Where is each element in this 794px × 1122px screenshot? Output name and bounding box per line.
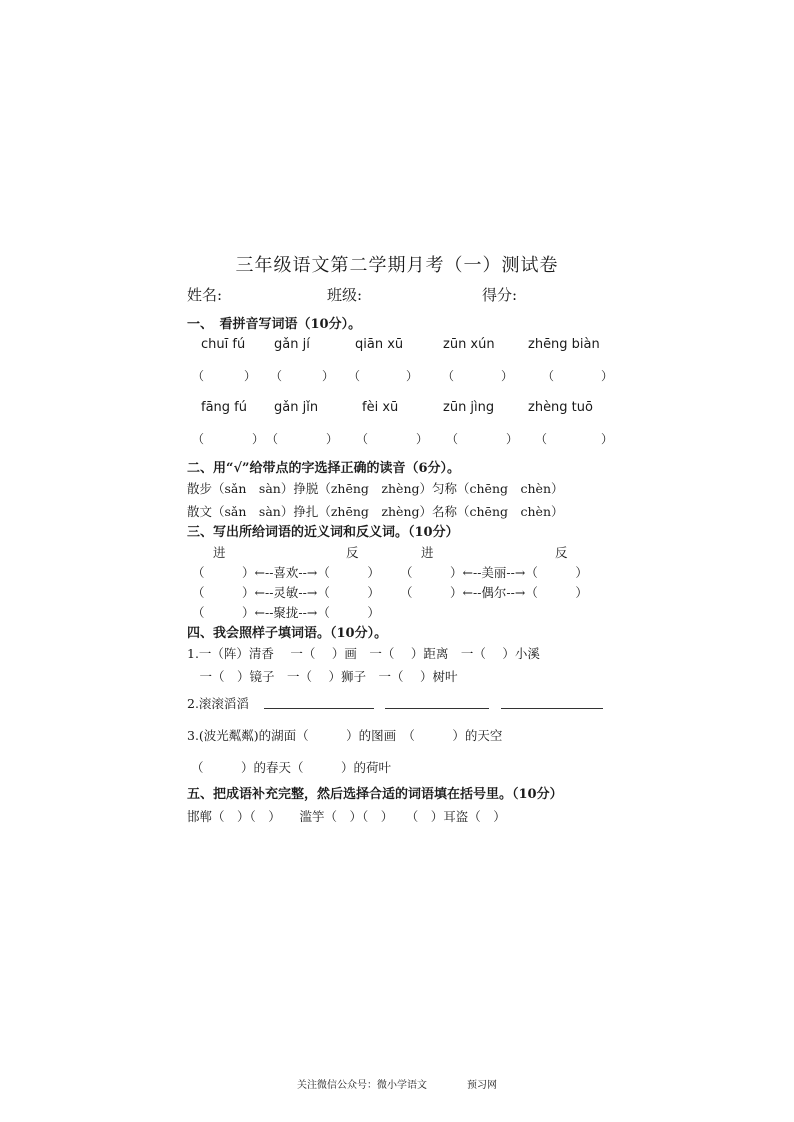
synonym-row: （ ）←--偶尔--→（ ） xyxy=(400,585,588,600)
answer-blank xyxy=(385,708,489,709)
pronunciation-line: 散文（sǎn sàn）挣扎（zhēng zhèng）名称（chēng chèn） xyxy=(187,504,564,519)
section-1-heading: 一、 看拼音写词语（10分）。 xyxy=(187,317,362,332)
fill-line: 2.滚滚滔滔 xyxy=(187,696,249,711)
answer-bracket-close: ） xyxy=(406,369,419,383)
pinyin-item: gǎn jǐn xyxy=(274,400,319,415)
pinyin-item: chuī fú xyxy=(201,337,246,352)
answer-bracket-open: （ xyxy=(270,369,283,383)
answer-bracket-close: ） xyxy=(601,432,614,446)
answer-blank xyxy=(264,708,374,709)
pinyin-item: zūn xún xyxy=(443,337,495,352)
footer-account: 关注微信公众号：微小学语文 xyxy=(297,1080,427,1091)
section-5-heading: 五、把成语补充完整，然后选择合适的词语填在括号里。（10分） xyxy=(187,787,563,802)
answer-bracket-open: （ xyxy=(348,369,361,383)
answer-bracket-close: ） xyxy=(506,432,519,446)
pinyin-item: gǎn jí xyxy=(274,337,310,352)
section-2-heading: 二、用“√”给带点的字选择正确的读音（6分）。 xyxy=(187,461,461,476)
answer-bracket-open: （ xyxy=(446,432,459,446)
anti-label: 反 xyxy=(555,545,568,560)
answer-bracket-close: ） xyxy=(244,369,257,383)
pinyin-item: zhèng tuō xyxy=(528,400,593,415)
synonym-row: （ ）←--聚拢--→（ ） xyxy=(192,605,380,620)
idiom-line: 邯郸（ ）（ ） 滥竽（ ）（ ） （ ）耳盗（ ） xyxy=(187,809,506,824)
footer-site: 预习网 xyxy=(467,1080,497,1091)
pinyin-item: qiān xū xyxy=(355,337,404,352)
fill-line: 3.(波光粼粼)的湖面（ ）的图画 （ ）的天空 xyxy=(187,728,503,743)
fill-line: 一（ ）镜子 一（ ）狮子 一（ ）树叶 xyxy=(187,669,458,684)
answer-bracket-open: （ xyxy=(192,432,205,446)
answer-bracket-open: （ xyxy=(266,432,279,446)
page-title: 三年级语文第二学期月考（一）测试卷 xyxy=(235,255,559,276)
pronunciation-line: 散步（sǎn sàn）挣脱（zhēng zhèng）匀称（chēng chèn） xyxy=(187,481,564,496)
synonym-row: （ ）←--喜欢--→（ ） xyxy=(192,565,380,580)
pinyin-item: fāng fú xyxy=(201,400,247,415)
score-label: 得分: xyxy=(482,286,518,304)
answer-bracket-close: ） xyxy=(416,432,429,446)
section-4-heading: 四、我会照样子填词语。（10分）。 xyxy=(187,626,388,641)
pinyin-item: fèi xū xyxy=(362,400,399,415)
answer-blank xyxy=(501,708,603,709)
name-label: 姓名: xyxy=(187,286,223,304)
answer-bracket-open: （ xyxy=(192,369,205,383)
fill-line: （ ）的春天（ ）的荷叶 xyxy=(191,760,392,775)
answer-bracket-close: ） xyxy=(326,432,339,446)
answer-bracket-open: （ xyxy=(356,432,369,446)
synonym-row: （ ）←--灵敏--→（ ） xyxy=(192,585,380,600)
section-3-heading: 三、写出所给词语的近义词和反义词。（10分） xyxy=(187,525,459,540)
pinyin-item: zhēng biàn xyxy=(528,337,600,352)
fill-line: 1.一（阵）清香 一（ ）画 一（ ）距离 一（ ）小溪 xyxy=(187,646,540,661)
answer-bracket-open: （ xyxy=(535,432,548,446)
anti-label: 反 xyxy=(346,545,359,560)
answer-bracket-close: ） xyxy=(252,432,265,446)
answer-bracket-close: ） xyxy=(501,369,514,383)
near-label: 进 xyxy=(421,545,434,560)
synonym-row: （ ）←--美丽--→（ ） xyxy=(400,565,588,580)
answer-bracket-close: ） xyxy=(322,369,335,383)
class-label: 班级: xyxy=(327,286,363,304)
answer-bracket-open: （ xyxy=(542,369,555,383)
answer-bracket-open: （ xyxy=(442,369,455,383)
near-label: 进 xyxy=(213,545,226,560)
answer-bracket-close: ） xyxy=(601,369,614,383)
pinyin-item: zūn jìng xyxy=(443,400,495,415)
